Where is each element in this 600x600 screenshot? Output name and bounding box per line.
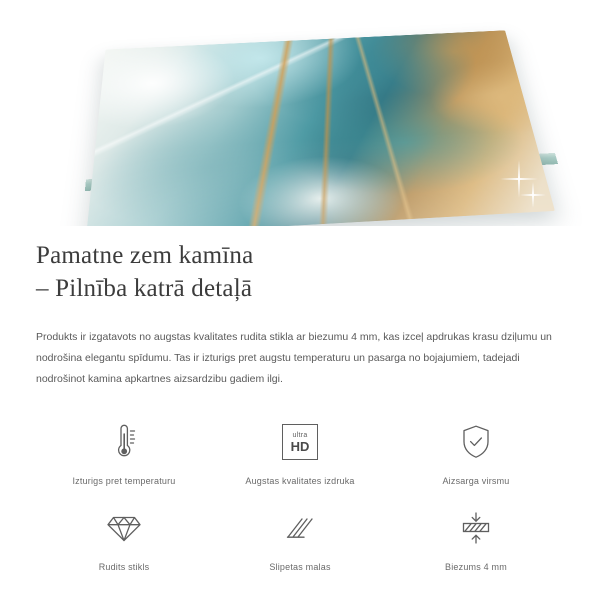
- feature-label: Slipetas malas: [269, 562, 331, 572]
- ultra-hd-badge-top: ultra: [292, 431, 308, 439]
- feature-label: Izturigs pret temperaturu: [72, 476, 176, 486]
- hero-image: [0, 0, 600, 226]
- glass-panel: [86, 30, 555, 226]
- polished-edges-icon: [282, 506, 318, 550]
- content-area: [0, 226, 600, 572]
- feature-item-temperature: [36, 420, 212, 486]
- page-title-line-1: Pamatne zem kamīna: [36, 242, 254, 269]
- feature-item-thickness: [388, 506, 564, 572]
- feature-item-polished-edges: [212, 506, 388, 572]
- feature-grid: [36, 420, 564, 572]
- thickness-icon: [457, 506, 495, 550]
- shield-check-icon: [459, 420, 493, 464]
- ultra-hd-icon: [282, 420, 318, 464]
- diamond-icon: [106, 506, 142, 550]
- feature-label: Augstas kvalitates izdruka: [245, 476, 355, 486]
- page-title: [36, 226, 564, 305]
- feature-item-surface-protection: [388, 420, 564, 486]
- ultra-hd-badge-bottom: HD: [290, 438, 310, 454]
- thermometer-icon: [108, 420, 140, 464]
- page-title-line-2: – Pilnība katrā detaļā: [36, 274, 253, 302]
- description-paragraph: Produkts ir izgatavots no augstas kvalitates rudita stikla ar biezumu 4 mm, kas izceļ apdrukas krasu dziļumu un nodrošina elegantu spīdumu. Tas ir izturigs pret augstu temperaturu un pasarga no bojajumiem, tadejadi nodrošinot kamina apkartnes aizsardzibu gadiem ilgi.: [36, 331, 552, 385]
- feature-label: Biezums 4 mm: [445, 562, 507, 572]
- artwork-shading: [86, 30, 555, 226]
- feature-item-print-quality: [212, 420, 388, 486]
- feature-item-tempered-glass: [36, 506, 212, 572]
- feature-label: Aizsarga virsmu: [442, 476, 510, 486]
- feature-label: Rudits stikls: [98, 562, 150, 572]
